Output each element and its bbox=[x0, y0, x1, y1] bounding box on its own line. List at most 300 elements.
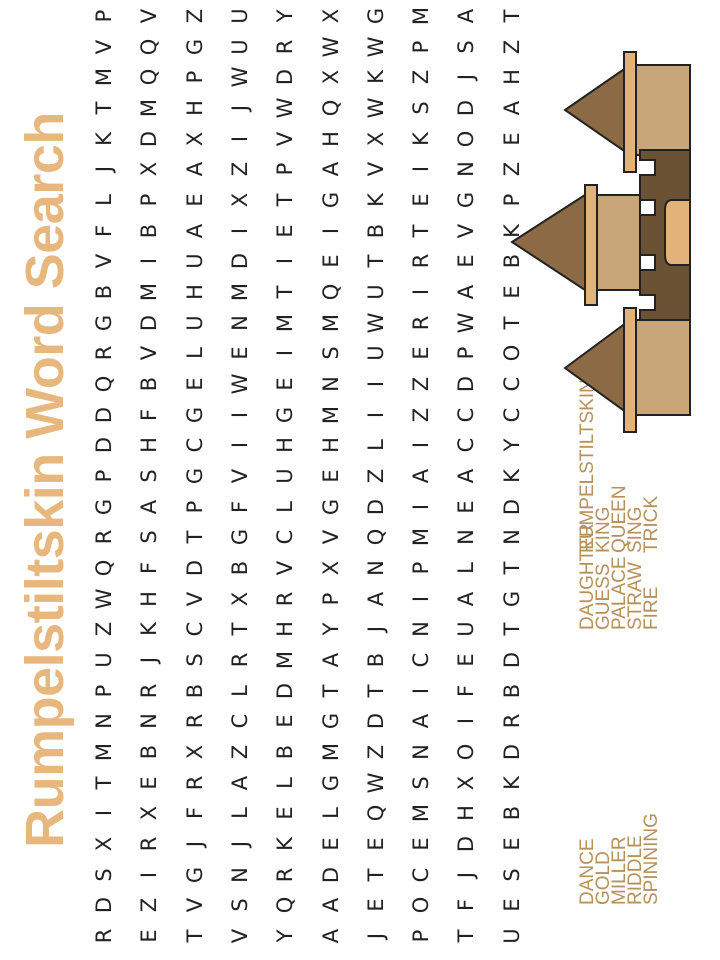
grid-letter: J bbox=[454, 74, 479, 81]
grid-letter: Z bbox=[409, 407, 434, 422]
grid-letter: I bbox=[227, 227, 252, 234]
castle-roof-top bbox=[565, 65, 630, 155]
grid-letter: B bbox=[273, 744, 298, 760]
grid-letter: R bbox=[273, 867, 298, 882]
grid-letter: T bbox=[454, 929, 479, 943]
grid-letter: A bbox=[499, 100, 524, 116]
grid-letter: J bbox=[182, 840, 207, 848]
grid-letter: B bbox=[363, 223, 388, 238]
grid-letter: F bbox=[92, 224, 116, 237]
page-title: Rumpelstiltskin Word Search bbox=[15, 112, 75, 848]
grid-letter: K bbox=[363, 70, 388, 85]
grid-letter: D bbox=[92, 897, 116, 914]
grid-letter: T bbox=[499, 622, 524, 636]
word-item: SPINNING bbox=[641, 813, 662, 905]
grid-letter: J bbox=[454, 871, 479, 878]
grid-letter: N bbox=[409, 744, 434, 760]
grid-letter: M bbox=[227, 282, 252, 301]
grid-letter: W bbox=[363, 36, 388, 57]
grid-letter: V bbox=[273, 560, 298, 576]
grid-letter: H bbox=[182, 284, 207, 300]
grid-letter: E bbox=[273, 223, 298, 238]
grid-letter: V bbox=[182, 591, 207, 606]
grid-letter: G bbox=[273, 406, 298, 423]
grid-letter: D bbox=[318, 866, 343, 883]
grid-letter: A bbox=[137, 499, 162, 514]
grid-letter: B bbox=[137, 744, 162, 760]
grid-letter: E bbox=[182, 193, 207, 207]
grid-letter: D bbox=[92, 406, 116, 423]
grid-letter: S bbox=[409, 775, 434, 790]
grid-letter: I bbox=[363, 380, 388, 388]
grid-letter: M bbox=[273, 650, 298, 670]
grid-letter: J bbox=[227, 104, 252, 112]
grid-letter: T bbox=[273, 285, 298, 299]
grid-letter: U bbox=[182, 314, 207, 331]
grid-letter: V bbox=[182, 898, 207, 913]
grid-letter: E bbox=[227, 346, 252, 360]
grid-letter: G bbox=[318, 713, 343, 730]
grid-letter: T bbox=[363, 254, 388, 268]
grid-letter: A bbox=[318, 928, 343, 944]
grid-letter: W bbox=[227, 66, 252, 88]
grid-letter: J bbox=[92, 166, 116, 173]
grid-letter: L bbox=[227, 807, 252, 820]
grid-letter: B bbox=[227, 560, 252, 576]
grid-letter: R bbox=[92, 928, 116, 944]
grid-letter: G bbox=[318, 498, 343, 515]
grid-letter: E bbox=[273, 377, 298, 391]
grid-letter: I bbox=[409, 503, 434, 510]
grid-letter: J bbox=[363, 626, 388, 633]
grid-letter: B bbox=[137, 376, 162, 392]
grid-letter: Q bbox=[92, 559, 116, 577]
grid-letter: B bbox=[137, 223, 162, 238]
grid-letter: R bbox=[92, 529, 116, 545]
grid-letter: F bbox=[137, 561, 162, 574]
grid-letter: M bbox=[318, 313, 343, 332]
grid-letter: E bbox=[454, 254, 479, 268]
grid-letter: V bbox=[137, 8, 162, 24]
grid-letter: X bbox=[363, 131, 388, 146]
grid-letter: D bbox=[499, 743, 524, 761]
grid-letter: E bbox=[318, 469, 343, 483]
grid-letter: I bbox=[363, 411, 388, 418]
grid-letter: E bbox=[409, 193, 434, 207]
grid-letter: E bbox=[499, 898, 524, 912]
grid-letter: C bbox=[273, 529, 298, 545]
grid-letter: Z bbox=[137, 898, 162, 913]
grid-letter: P bbox=[499, 193, 524, 207]
grid-letter: H bbox=[318, 437, 343, 454]
grid-letter: I bbox=[227, 442, 252, 449]
grid-letter: Q bbox=[318, 99, 343, 117]
grid-letter: M bbox=[92, 742, 116, 762]
grid-letter: D bbox=[454, 99, 479, 116]
grid-letter: E bbox=[499, 837, 524, 851]
grid-letter: J bbox=[137, 656, 162, 664]
word-item: TRICK bbox=[641, 496, 662, 553]
grid-letter: Q bbox=[273, 897, 298, 914]
grid-letter: T bbox=[363, 684, 388, 698]
grid-letter: R bbox=[409, 253, 434, 269]
grid-letter: W bbox=[273, 97, 298, 119]
grid-letter: P bbox=[137, 193, 162, 207]
grid-letter: G bbox=[363, 7, 388, 25]
grid-letter: C bbox=[499, 407, 524, 422]
grid-letter: C bbox=[454, 437, 479, 453]
castle-trim-bottom bbox=[624, 308, 636, 432]
grid-letter: E bbox=[182, 377, 207, 391]
grid-letter: E bbox=[318, 837, 343, 851]
grid-letter: B bbox=[182, 683, 207, 698]
grid-letter: W bbox=[363, 97, 388, 119]
grid-letter: M bbox=[318, 405, 343, 424]
grid-letter: H bbox=[499, 69, 524, 86]
grid-letter: A bbox=[409, 468, 434, 484]
grid-letter: V bbox=[137, 346, 162, 361]
grid-letter: H bbox=[137, 437, 162, 454]
grid-letter: E bbox=[409, 346, 434, 360]
grid-letter: T bbox=[92, 101, 116, 115]
grid-letter: E bbox=[409, 837, 434, 851]
grid-letter: X bbox=[182, 131, 207, 146]
grid-letter: A bbox=[363, 591, 388, 606]
grid-letter: U bbox=[182, 253, 207, 269]
word-list-column-1 bbox=[577, 775, 690, 905]
word-item: DAUGHTER bbox=[577, 523, 598, 630]
grid-letter: T bbox=[318, 684, 343, 698]
grid-letter: B bbox=[499, 683, 524, 698]
castle-gate bbox=[665, 200, 690, 265]
grid-letter: B bbox=[92, 284, 116, 300]
grid-letter: T bbox=[409, 224, 434, 237]
grid-letter: B bbox=[363, 652, 388, 668]
grid-letter: A bbox=[454, 8, 479, 24]
grid-letter: W bbox=[363, 312, 388, 333]
castle-tower-middle bbox=[595, 195, 640, 290]
grid-letter: X bbox=[318, 8, 343, 24]
grid-letter: Q bbox=[363, 805, 388, 822]
grid-letter: X bbox=[227, 591, 252, 606]
grid-letter: U bbox=[92, 652, 116, 668]
grid-letter: E bbox=[454, 653, 479, 667]
grid-letter: Z bbox=[363, 468, 388, 484]
grid-letter: N bbox=[318, 376, 343, 392]
grid-letter: X bbox=[454, 775, 479, 790]
grid-letter: D bbox=[454, 835, 479, 853]
grid-letter: G bbox=[182, 38, 207, 55]
grid-letter: S bbox=[137, 469, 162, 483]
grid-letter: V bbox=[363, 162, 388, 177]
grid-letter: D bbox=[182, 559, 207, 577]
grid-letter: Z bbox=[227, 744, 252, 760]
grid-letter: S bbox=[227, 898, 252, 912]
grid-letter: X bbox=[92, 836, 116, 852]
grid-letter: R bbox=[92, 345, 116, 361]
grid-letter: A bbox=[318, 898, 343, 913]
grid-letter: L bbox=[182, 347, 207, 360]
grid-letter: P bbox=[92, 469, 116, 483]
grid-letter: G bbox=[227, 529, 252, 546]
grid-letter: K bbox=[273, 837, 298, 851]
grid-letter: A bbox=[182, 223, 207, 238]
grid-letter: E bbox=[363, 898, 388, 912]
grid-letter: Q bbox=[92, 375, 116, 393]
word-item: GOLD bbox=[593, 851, 614, 905]
grid-letter: V bbox=[454, 223, 479, 238]
grid-letter: R bbox=[137, 683, 162, 698]
grid-letter: L bbox=[363, 439, 388, 452]
grid-letter: C bbox=[182, 437, 207, 453]
grid-letter: M bbox=[409, 6, 434, 25]
grid-letter: P bbox=[409, 40, 434, 53]
grid-letter: F bbox=[454, 899, 479, 912]
grid-letter: Z bbox=[409, 376, 434, 392]
grid-letter: V bbox=[92, 39, 116, 54]
grid-letter: B bbox=[499, 254, 524, 269]
grid-letter: G bbox=[92, 314, 116, 331]
grid-letter: I bbox=[318, 227, 343, 234]
castle-tower-bottom bbox=[630, 320, 690, 415]
word-item: QUEEN bbox=[609, 485, 630, 553]
grid-letter: I bbox=[409, 288, 434, 296]
grid-letter: D bbox=[499, 498, 524, 515]
grid-letter: U bbox=[363, 284, 388, 300]
grid-letter: D bbox=[137, 314, 162, 331]
grid-letter: Z bbox=[499, 162, 524, 177]
grid-letter: I bbox=[92, 810, 116, 817]
grid-letter: L bbox=[227, 684, 252, 697]
castle-roof-bottom bbox=[565, 320, 630, 415]
castle-illustration bbox=[505, 40, 705, 440]
grid-letter: E bbox=[137, 929, 162, 943]
grid-letter: E bbox=[499, 285, 524, 299]
grid-letter: T bbox=[92, 776, 116, 790]
grid-letter: V bbox=[273, 131, 298, 146]
grid-letter: D bbox=[363, 713, 388, 730]
grid-letter: L bbox=[92, 194, 116, 206]
grid-letter: S bbox=[182, 653, 207, 667]
grid-letter: Z bbox=[227, 162, 252, 177]
grid-letter: F bbox=[137, 408, 162, 421]
grid-letter: D bbox=[273, 69, 298, 86]
grid-letter: E bbox=[454, 499, 479, 514]
grid-letter: I bbox=[227, 411, 252, 418]
grid-letter: J bbox=[227, 840, 252, 848]
grid-letter: Z bbox=[363, 744, 388, 760]
grid-letter: K bbox=[363, 193, 388, 207]
grid-letter: T bbox=[227, 622, 252, 636]
grid-letter: X bbox=[137, 162, 162, 177]
word-item: PALACE bbox=[609, 556, 630, 630]
grid-letter: M bbox=[92, 68, 116, 87]
grid-letter: M bbox=[409, 804, 434, 823]
grid-letter: H bbox=[273, 621, 298, 638]
grid-letter: L bbox=[273, 500, 298, 513]
grid-letter: R bbox=[273, 591, 298, 606]
grid-letter: M bbox=[318, 742, 343, 762]
castle-roof-middle bbox=[512, 195, 585, 290]
grid-letter: Z bbox=[499, 39, 524, 54]
grid-letter: D bbox=[227, 253, 252, 270]
grid-letter: D bbox=[137, 130, 162, 147]
grid-letter: C bbox=[499, 376, 524, 392]
grid-letter: Z bbox=[409, 70, 434, 85]
grid-letter: Y bbox=[273, 929, 298, 943]
word-item: GUESS bbox=[593, 563, 614, 630]
castle-trim-middle bbox=[585, 185, 597, 305]
grid-letter: X bbox=[227, 192, 252, 208]
grid-letter: G bbox=[182, 866, 207, 883]
grid-letter: F bbox=[227, 500, 252, 513]
grid-letter: D bbox=[273, 682, 298, 699]
word-item: FIRE bbox=[641, 586, 662, 630]
grid-letter: G bbox=[454, 191, 479, 209]
grid-letter: N bbox=[137, 713, 162, 730]
grid-letter: A bbox=[454, 468, 479, 484]
grid-letter: P bbox=[409, 929, 434, 943]
grid-letter: T bbox=[499, 9, 524, 23]
grid-letter: E bbox=[499, 131, 524, 146]
grid-letter: K bbox=[499, 469, 524, 483]
grid-letter: Q bbox=[137, 38, 162, 55]
grid-letter: G bbox=[318, 191, 343, 209]
grid-letter: Y bbox=[318, 622, 343, 636]
grid-letter: E bbox=[273, 806, 298, 820]
grid-letter: C bbox=[454, 407, 479, 422]
grid-letter: N bbox=[409, 621, 434, 638]
grid-letter: M bbox=[137, 282, 162, 301]
grid-letter: S bbox=[454, 39, 479, 54]
grid-letter: E bbox=[318, 254, 343, 268]
grid-letter: G bbox=[182, 467, 207, 485]
grid-letter: W bbox=[92, 588, 116, 610]
grid-letter: W bbox=[454, 312, 479, 333]
grid-letter: O bbox=[454, 743, 479, 761]
grid-letter: T bbox=[499, 316, 524, 330]
grid-letter: G bbox=[318, 774, 343, 791]
grid-letter: W bbox=[318, 36, 343, 57]
grid-letter: C bbox=[182, 621, 207, 637]
grid-letter: H bbox=[273, 437, 298, 454]
grid-letter: R bbox=[499, 714, 524, 729]
grid-letter: I bbox=[137, 871, 162, 878]
grid-letter: F bbox=[454, 684, 479, 697]
grid-letter: P bbox=[182, 70, 207, 84]
grid-letter: S bbox=[409, 101, 434, 115]
word-item: KING bbox=[593, 506, 614, 553]
grid-letter: R bbox=[409, 315, 434, 330]
grid-letter: Q bbox=[363, 529, 388, 546]
grid-letter: N bbox=[227, 866, 252, 883]
grid-letter: U bbox=[227, 38, 252, 55]
grid-letter: D bbox=[454, 375, 479, 393]
grid-letter: T bbox=[182, 530, 207, 544]
grid-letter: Y bbox=[273, 9, 298, 23]
grid-letter: U bbox=[363, 345, 388, 361]
grid-letter: D bbox=[92, 437, 116, 454]
grid-letter: K bbox=[499, 223, 524, 238]
word-item: RUMPELSTILTSKIN bbox=[577, 379, 598, 553]
grid-letter: A bbox=[318, 162, 343, 177]
grid-letter: L bbox=[454, 562, 479, 574]
grid-letter: L bbox=[273, 776, 298, 789]
grid-letter: G bbox=[92, 498, 116, 515]
grid-letter: N bbox=[454, 161, 479, 178]
grid-letter: M bbox=[409, 528, 434, 547]
grid-letter: R bbox=[273, 39, 298, 54]
grid-letter: R bbox=[182, 714, 207, 729]
grid-letter: A bbox=[454, 591, 479, 606]
grid-letter: I bbox=[227, 135, 252, 142]
grid-letter: M bbox=[273, 313, 298, 332]
grid-letter: U bbox=[499, 928, 524, 944]
grid-letter: G bbox=[499, 590, 524, 607]
grid-letter: U bbox=[454, 621, 479, 637]
grid-letter: D bbox=[499, 651, 524, 669]
grid-letter: I bbox=[409, 166, 434, 173]
grid-letter: N bbox=[454, 529, 479, 546]
grid-letter: T bbox=[363, 868, 388, 882]
grid-letter: U bbox=[273, 468, 298, 484]
grid-letter: E bbox=[137, 776, 162, 790]
word-item: MILLER bbox=[609, 836, 630, 905]
grid-letter: I bbox=[273, 258, 298, 265]
grid-letter: I bbox=[409, 687, 434, 694]
castle-trim-top bbox=[624, 52, 636, 172]
grid-letter: I bbox=[409, 595, 434, 602]
grid-letter: V bbox=[227, 928, 252, 944]
grid-letter: C bbox=[409, 652, 434, 668]
grid-letter: N bbox=[227, 314, 252, 331]
grid-letter: I bbox=[454, 718, 479, 725]
grid-letter: C bbox=[227, 713, 252, 729]
grid-letter: V bbox=[92, 254, 116, 269]
word-item: SING bbox=[625, 506, 646, 553]
grid-letter: P bbox=[92, 684, 116, 697]
grid-letter: U bbox=[227, 8, 252, 24]
grid-letter: R bbox=[182, 775, 207, 790]
grid-letter: O bbox=[499, 345, 524, 362]
grid-letter: N bbox=[499, 529, 524, 546]
grid-letter: P bbox=[92, 9, 116, 23]
grid-letter: I bbox=[409, 442, 434, 449]
grid-letter: K bbox=[409, 131, 434, 146]
grid-letter: T bbox=[182, 929, 207, 943]
grid-letter: G bbox=[182, 406, 207, 423]
grid-letter: X bbox=[318, 70, 343, 85]
grid-letter: E bbox=[273, 714, 298, 728]
grid-letter: S bbox=[137, 530, 162, 544]
grid-letter: P bbox=[182, 500, 207, 513]
grid-letter: Q bbox=[318, 283, 343, 301]
word-item: RIDDLE bbox=[625, 835, 646, 905]
grid-letter: M bbox=[137, 98, 162, 117]
grid-letter: P bbox=[454, 346, 479, 360]
grid-letter: L bbox=[318, 807, 343, 820]
grid-letter: B bbox=[499, 806, 524, 821]
grid-letter: P bbox=[318, 592, 343, 605]
grid-letter: A bbox=[454, 284, 479, 300]
grid-letter: X bbox=[137, 806, 162, 821]
grid-letter: I bbox=[137, 258, 162, 265]
grid-letter: V bbox=[318, 530, 343, 545]
castle-tower-top bbox=[630, 65, 690, 155]
grid-letter: H bbox=[318, 130, 343, 147]
grid-letter: Z bbox=[92, 622, 116, 637]
grid-letter: K bbox=[137, 622, 162, 637]
